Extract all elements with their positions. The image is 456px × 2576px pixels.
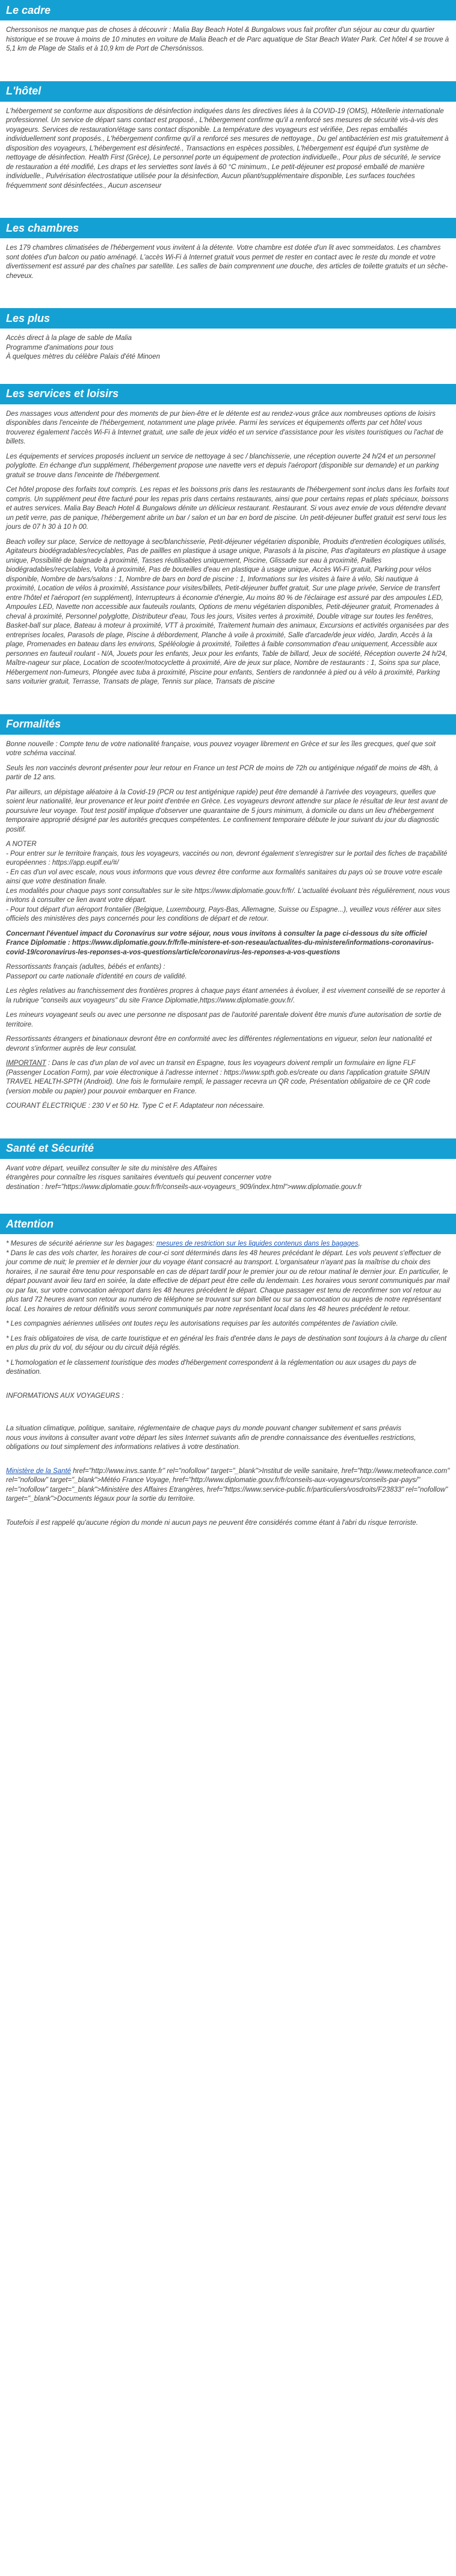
services-paragraph: Les équipements et services proposés incluent un service de nettoyage à sec / blanchisserie, une réception ouverte 24 h/24 et un personnel polyglotte. En échange d'un supplément, l'hébergement propose une navette vers et depuis l'aéroport (disponible sur demande) et un parking gratuit se trouve dans l'enceinte de l'hébergement.	[6, 452, 439, 479]
note-item: - Pour tout départ d'un aéroport frontalier (Belgique, Luxembourg, Pays-Bas, Allemagne, Suisse ou Espagne...), veuillez vous référer aux sites officiels des ministères des pays concernés pour les conditions de départ et de retour.	[6, 906, 441, 922]
formalites-paragraph: Les mineurs voyageant seuls ou avec une personne ne disposant pas de l'autorité parentale doivent être munis d'une autorisation de sortie de territoire.	[6, 1012, 442, 1028]
section-title-hotel: L'hôtel	[0, 81, 456, 102]
section-cadre	[0, 0, 456, 64]
attention-item: * Les frais obligatoires de visa, de carte touristique et en général les frais d'entrée dans le pays de destination sont toujours à la charge du client en plus du prix du vol, du séjour ou du circuit déjà réglés.	[6, 1335, 447, 1351]
liquids-restriction-link[interactable]: mesures de restriction sur les liquides contenus dans les bagages	[156, 1240, 359, 1247]
section-title-sante: Santé et Sécurité	[0, 1138, 456, 1159]
important-label: IMPORTANT	[6, 1060, 46, 1067]
services-paragraph: Des massages vous attendent pour des moments de pur bien-être et le détente est au rendez-vous grâce aux nombreuses options de loisirs disponibles dans l'enceinte de l'hébergement, notamment une plage privée. Parmi les services et équipements offerts par cet hôtel vous trouverez également l'accès Wi-Fi à Internet gratuit, une salle de jeux vidéo et un service d'assistance pour les visites touristiques ou l'achat de billets.	[6, 410, 443, 445]
attention-item	[6, 1240, 450, 1249]
situation-text: La situation climatique, politique, sanitaire, réglementaire de chaque pays du monde pouvant changer subitement et sans préavis	[6, 1425, 402, 1432]
note-item: Les modalités pour chaque pays sont consultables sur le site https://www.diplomatie.gouv.fr/fr/. L'actualité évoluant très régulièrement, nous vous invitons à consulter ce lien avant votre départ.	[6, 887, 450, 904]
attention-item-text: .	[358, 1240, 360, 1247]
chambres-text: Les 179 chambres climatisées de l'hébergement vous invitent à la détente. Votre chambre est dotée d'un lit avec sommeidatos. Les chambres sont dotées d'un balcon ou patio aménagé. L'accès Wi-Fi à Internet gratuit vous permet de rester en contact avec le reste du monde et votre divertissement est assuré par des chaînes par satellite. Les salles de bain comprennent une douche, des articles de toilette gratuits et un sèche-cheveux.	[6, 244, 448, 280]
important-paragraph	[6, 1059, 450, 1096]
attention-item: * Dans le cas des vols charter, les horaires de cour-ci sont déterminés dans les 48 heures précédant le départ. Les vols peuvent s'effectuer de jour comme de nuit; le premier et le dernier jour du voyage étant consacré au transport. L'organisateur n'ayant pas la maîtrise du choix des horaires, il ne saurait être tenu pour responsable en cas de départ tardif pour le premier jour ou de retour matinal le dernier jour. En particulier, le départ pouvant avoir lieu tard en soirée, la date effective de départ peut être celle du lendemain. Les horaires vous seront communiqués par mail ou par fax, sur votre convocation aéroport dans les 48 heures précédent le départ. Chaque passager est tenu de reconfirmer son vol retour au plus tard 72 heures avant son retour au numéro de téléphone se trouvant sur son billet ou sur sa convocation ou auprès de notre représentant local. Les horaires de retour définitifs vous seront communiqués par notre représentant local dans les 48 heures précédent le retour.	[6, 1249, 450, 1313]
sante-line: destination : href="https://www.diplomatie.gouv.fr/fr/conseils-aux-voyageurs_909/index.html">www.diplomatie.gouv.fr	[6, 1183, 362, 1191]
plus-item: Accès direct à la plage de sable de Malia	[6, 335, 132, 342]
electric-current-info: COURANT ÉLECTRIQUE : 230 V et 50 Hz. Type C et F. Adaptateur non nécessaire.	[6, 1102, 265, 1110]
section-services	[0, 384, 456, 697]
useful-links	[6, 1467, 450, 1504]
section-title-plus: Les plus	[0, 308, 456, 329]
section-title-attention: Attention	[0, 1214, 456, 1234]
formalites-line: Passeport ou carte nationale d'identité en cours de validité.	[6, 972, 187, 980]
formalites-paragraph: Ressortissants étrangers et binationaux devront être en conformité avec les différentes réglementations en vigueur, selon leur nationalité et devront s'informer auprès de leur consulat.	[6, 1036, 432, 1052]
section-attention	[0, 1214, 456, 1538]
note-item: - Pour entrer sur le territoire français, tous les voyageurs, vaccinés ou non, devront également s'enregistrer sur le portail des fiches de traçabilité européennes : https://app.euplf.eu/#/	[6, 850, 448, 866]
situation-text: nous vous invitons à consulter avant votre départ les sites Internet suivants afin de prendre connaissance des éventuelles restrictions, obligations ou tout simplement des informations relatives à votre destination.	[6, 1434, 416, 1451]
section-title-chambres: Les chambres	[0, 218, 456, 238]
plus-item: À quelques mètres du célèbre Palais d'été Minoen	[6, 353, 160, 360]
hotel-text: L'hébergement se conforme aux dispositions de désinfection indiquées dans les directives liées à la COVID-19 (OMS), Hôtellerie internationale professionnel. Un service de départ sans contact est proposé., L'hébergement confirme qu'il a renforcé ses mesures de sécurité vis-à-vis des voyageurs. Services de restauration/étage sans contact disponible. La température des voyageurs est vérifiée, Des repas emballés individuellement sont proposés., L'hébergement confirme qu'il a renforcé ses mesures de nettoyage., Du gel antibactérien est mis gratuitement à disposition des voyageurs, L'hébergement est désinfecté., Transactions en espèces possibles, L'hébergement est équipé d'un système de nettoyage de désinfection. Health First (Grèce), Le personnel porte un équipement de protection individuelle., Pour plus de sécurité, le service de restauration a été modifié, Les draps et les serviettes sont lavés à 60 °C minimum., Le petit-déjeuner est proposé emballé de manière individuelle., Pulvérisation électrostatique utilisée pour la désinfection, Aucun pliant/supplémentaire disponible, Les surfaces touchées fréquemment sont désinfectées., Aucun ascenseur	[6, 107, 449, 190]
services-amenities-list: Beach volley sur place, Service de nettoyage à sec/blanchisserie, Petit-déjeuner végétarien disponible, Produits d'entretien écologiques utilisés, Agitateurs biodégradables/recyclables, Pas de paillles en plastique à usage unique, Parasols à la piscine, Pas d'agitateurs en plastique à usage unique, Possibilité de baignade à proximité, Tasses réutilisables uniquement, Piscine, Glissade sur eau à proximité, Pailles biodégradables/recyclables, Volta à proximité, Pas de bouteilles d'eau en plastique à usage unique, Accès Wi-Fi gratuit, Parking pour vélos disponible, Nombre de bars/salons : 1, Nombre de bars en bord de piscine : 1, Informations sur les visites à faire à vélo, Ski nautique à proximité, Location de vélos à proximité, Assistance pour visites/billets, Petit-déjeuner buffet gratuit, Sur une plage privée, Service de transfert entre l'hôtel et l'aéroport (en supplément), Interrupteurs à économie d'énergie, Au moins 80 % de l'éclairage est assuré par des ampoules LED, Ampoules LED, Navette non accessible aux fauteuils roulants, Options de menu végétarien disponibles, Petit-déjeuner gratuit, Promenades à cheval à proximité, Personnel polyglotte, Distributeur d'eau, Tous les jours, Visites vertes à proximité, Double vitrage sur toutes les fenêtres, Basket-ball sur place, Bateau à moteur à proximité, VTT à proximité, Traitement humain des animaux, Excursions et activités organisées par des entreprises locales, Parasols de plage, Piscine à débordement, Planche à voile à proximité, Salle d'arcade/de jeux vidéo, Jardin, Accès à la plage, Promenades en bateau dans les environs, Spéléologie à proximité, Toilettes à faible consommation d'eau uniquement, Accessible aux personnes en fauteuil roulant - N/A, Jouets pour les enfants, Jeux pour les enfants, Table de billard, Jeux de société, Réception ouverte 24 h/24, Maître-nageur sur place, Location de scooter/motocyclette à proximité, Aire de jeux sur place, Nombre de restaurants : 1, Soins spa sur place, Hébergement non-fumeurs, Plongée avec tuba à proximité, Piscine pour enfants, Sentiers de randonnée à pied ou à vélo à proximité, Parking sans voiturier gratuit, Terrasse, Transats de plage, Tennis sur place, Transats de piscine	[6, 538, 449, 685]
health-ministry-link[interactable]: Ministère de la Santé	[6, 1467, 72, 1475]
terrorism-notice: Toutefois il est rappelé qu'aucune région du monde ni aucun pays ne peuvent être considérés comme étant à l'abri du risque terroriste.	[6, 1519, 418, 1527]
sante-line: étrangères pour connaître les risques sanitaires éventuels qui peuvent concerner votre	[6, 1174, 272, 1181]
formalites-paragraph: Par ailleurs, un dépistage aléatoire à la Covid-19 (PCR ou test antigénique rapide) peut être demandé à l'arrivée des voyageurs, quelles que soient leur nationalité, leur provenance et leur point d'entrée en Grèce. Les voyageurs devront attendre sur place le résultat de leur test avant de poursuivre leur voyage. Tout test positif implique d'observer une quarantaine de 5 jours minimum, à domicile ou dans un lieu d'hébergement temporaire approprié désigné par les autorités grecques compétentes. Le confinement temporaire débute le jour suivant du jour du diagnostic positif.	[6, 788, 448, 833]
services-paragraph: Cet hôtel propose des forfaits tout compris. Les repas et les boissons pris dans les restaurants de l'hébergement sont inclus dans les forfaits tout compris. Un supplément peut être facturé pour les repas pris dans certains restaurants, ainsi que pour certains repas et plats spéciaux, boissons et autres services. Malia Bay Beach Hotel & Bungalows dénite un délicieux restaurant. Restaurant. Si vous avez envie de vous détendre devant un petit verre, pas de panique, l'hébergement abrite un bar / salon et un bar en bord de piscine. Un petit-déjeuner buffet gratuit est servi tous les jours de 07 h 30 à 10 h 00.	[6, 486, 449, 531]
useful-links-text: href="http://www.invs.sante.fr" rel="nofollow" target="_blank">Institut de veille sanitaire, href="http://www.meteofrance.com" rel="nofollow" target="_blank">Météo France Voyage, href="http://www.diplomatie.gouv.fr/fr/conseils-aux-voyageurs/conseils-par-pays/" rel="nofollow" target="_blank">Ministère des Affaires Etrangères, href="https://www.service-public.fr/particuliers/vosdroits/F23833" rel="nofollow" target="_blank">Documents légaux pour la sortie du territoire.	[6, 1467, 450, 1503]
section-sante	[0, 1138, 456, 1197]
attention-item-text: * Mesures de sécurité aérienne sur les bagages:	[6, 1240, 156, 1247]
cadre-text: Cherssonisos ne manque pas de choses à découvrir : Malia Bay Beach Hotel & Bungalows vous fait profiter d'un séjour au cœur du quartier historique et se trouve à moins de 10 minutes en voiture de Malia Beach et de Parc aquatique de Star Beach Water Park. Cet hôtel 4 se trouve à 5,1 km de Plage de Stalis et à 10,9 km de Port de Chersónissos.	[6, 26, 449, 52]
sante-line: Avant votre départ, veuillez consulter le site du ministère des Affaires	[6, 1164, 217, 1172]
coronavirus-notice: Concernant l'éventuel impact du Coronavirus sur votre séjour, nous vous invitons à consulter la page ci-dessous du site officiel France Diplomatie : https://www.diplomatie.gouv.fr/fr/le-ministere-et-son-reseau/actualites-du-ministere/informations-coronavirus-covid-19/coronavirus-les-reponses-a-vos-questions/article/coronavirus-les-reponses-a-vos-questions	[6, 930, 434, 956]
section-plus	[0, 308, 456, 367]
section-formalites	[0, 714, 456, 1122]
formalites-paragraph: Seuls les non vaccinés devront présenter pour leur retour en France un test PCR de moins de 72h ou antigénique négatif de moins de 48h, à partir de 12 ans.	[6, 764, 438, 781]
section-hotel	[0, 81, 456, 202]
attention-item: * Les compagnies aériennes utilisées ont toutes reçu les autorisations requises par les autorités compétentes de l'aviation civile.	[6, 1320, 398, 1327]
travelers-info-heading: INFORMATIONS AUX VOYAGEURS :	[6, 1392, 124, 1400]
section-title-services: Les services et loisirs	[0, 384, 456, 404]
attention-item: * L'homologation et le classement touristique des modes d'hébergement correspondent à la réglementation ou aux usages du pays de destination.	[6, 1359, 417, 1376]
formalites-line: Ressortissants français (adultes, bébés et enfants) :	[6, 963, 165, 971]
note-heading: A NOTER	[6, 841, 37, 848]
section-title-cadre: Le cadre	[0, 0, 456, 20]
plus-item: Programme d'animations pour tous	[6, 344, 114, 351]
section-chambres	[0, 218, 456, 291]
formalites-paragraph: Bonne nouvelle : Compte tenu de votre nationalité française, vous pouvez voyager librement en Grèce et sur les îles grecques, quel que soit votre schéma vaccinal.	[6, 740, 436, 757]
note-item: - En cas d'un vol avec escale, nous vous informons que vous devrez être conforme aux formalités sanitaires du pays où se trouve votre escale ainsi que votre destination finale.	[6, 868, 443, 885]
important-text: : Dans le cas d'un plan de vol avec un transit en Espagne, tous les voyageurs doivent remplir un formulaire en ligne FLF (Passenger Location Form), par voie électronique à l'adresse internet : https://www.spth.gob.es/create ou dans l'application gratuite SPAIN TRAVEL HEALTH-SPTH (Android). Une fois le formulaire rempli, le passager recevra un QR code, Présentation obligatoire de ce QR code (version mobile ou papier) pour pouvoir embarquer en France.	[6, 1060, 431, 1095]
formalites-paragraph: Les règles relatives au franchissement des frontières propres à chaque pays étant amenées à évoluer, il est vivement conseillé de se reporter à la rubrique "conseils aux voyageurs" du site France Diplomatie,https://www.diplomatie.gouv.fr/.	[6, 987, 446, 1004]
section-title-formalites: Formalités	[0, 714, 456, 735]
